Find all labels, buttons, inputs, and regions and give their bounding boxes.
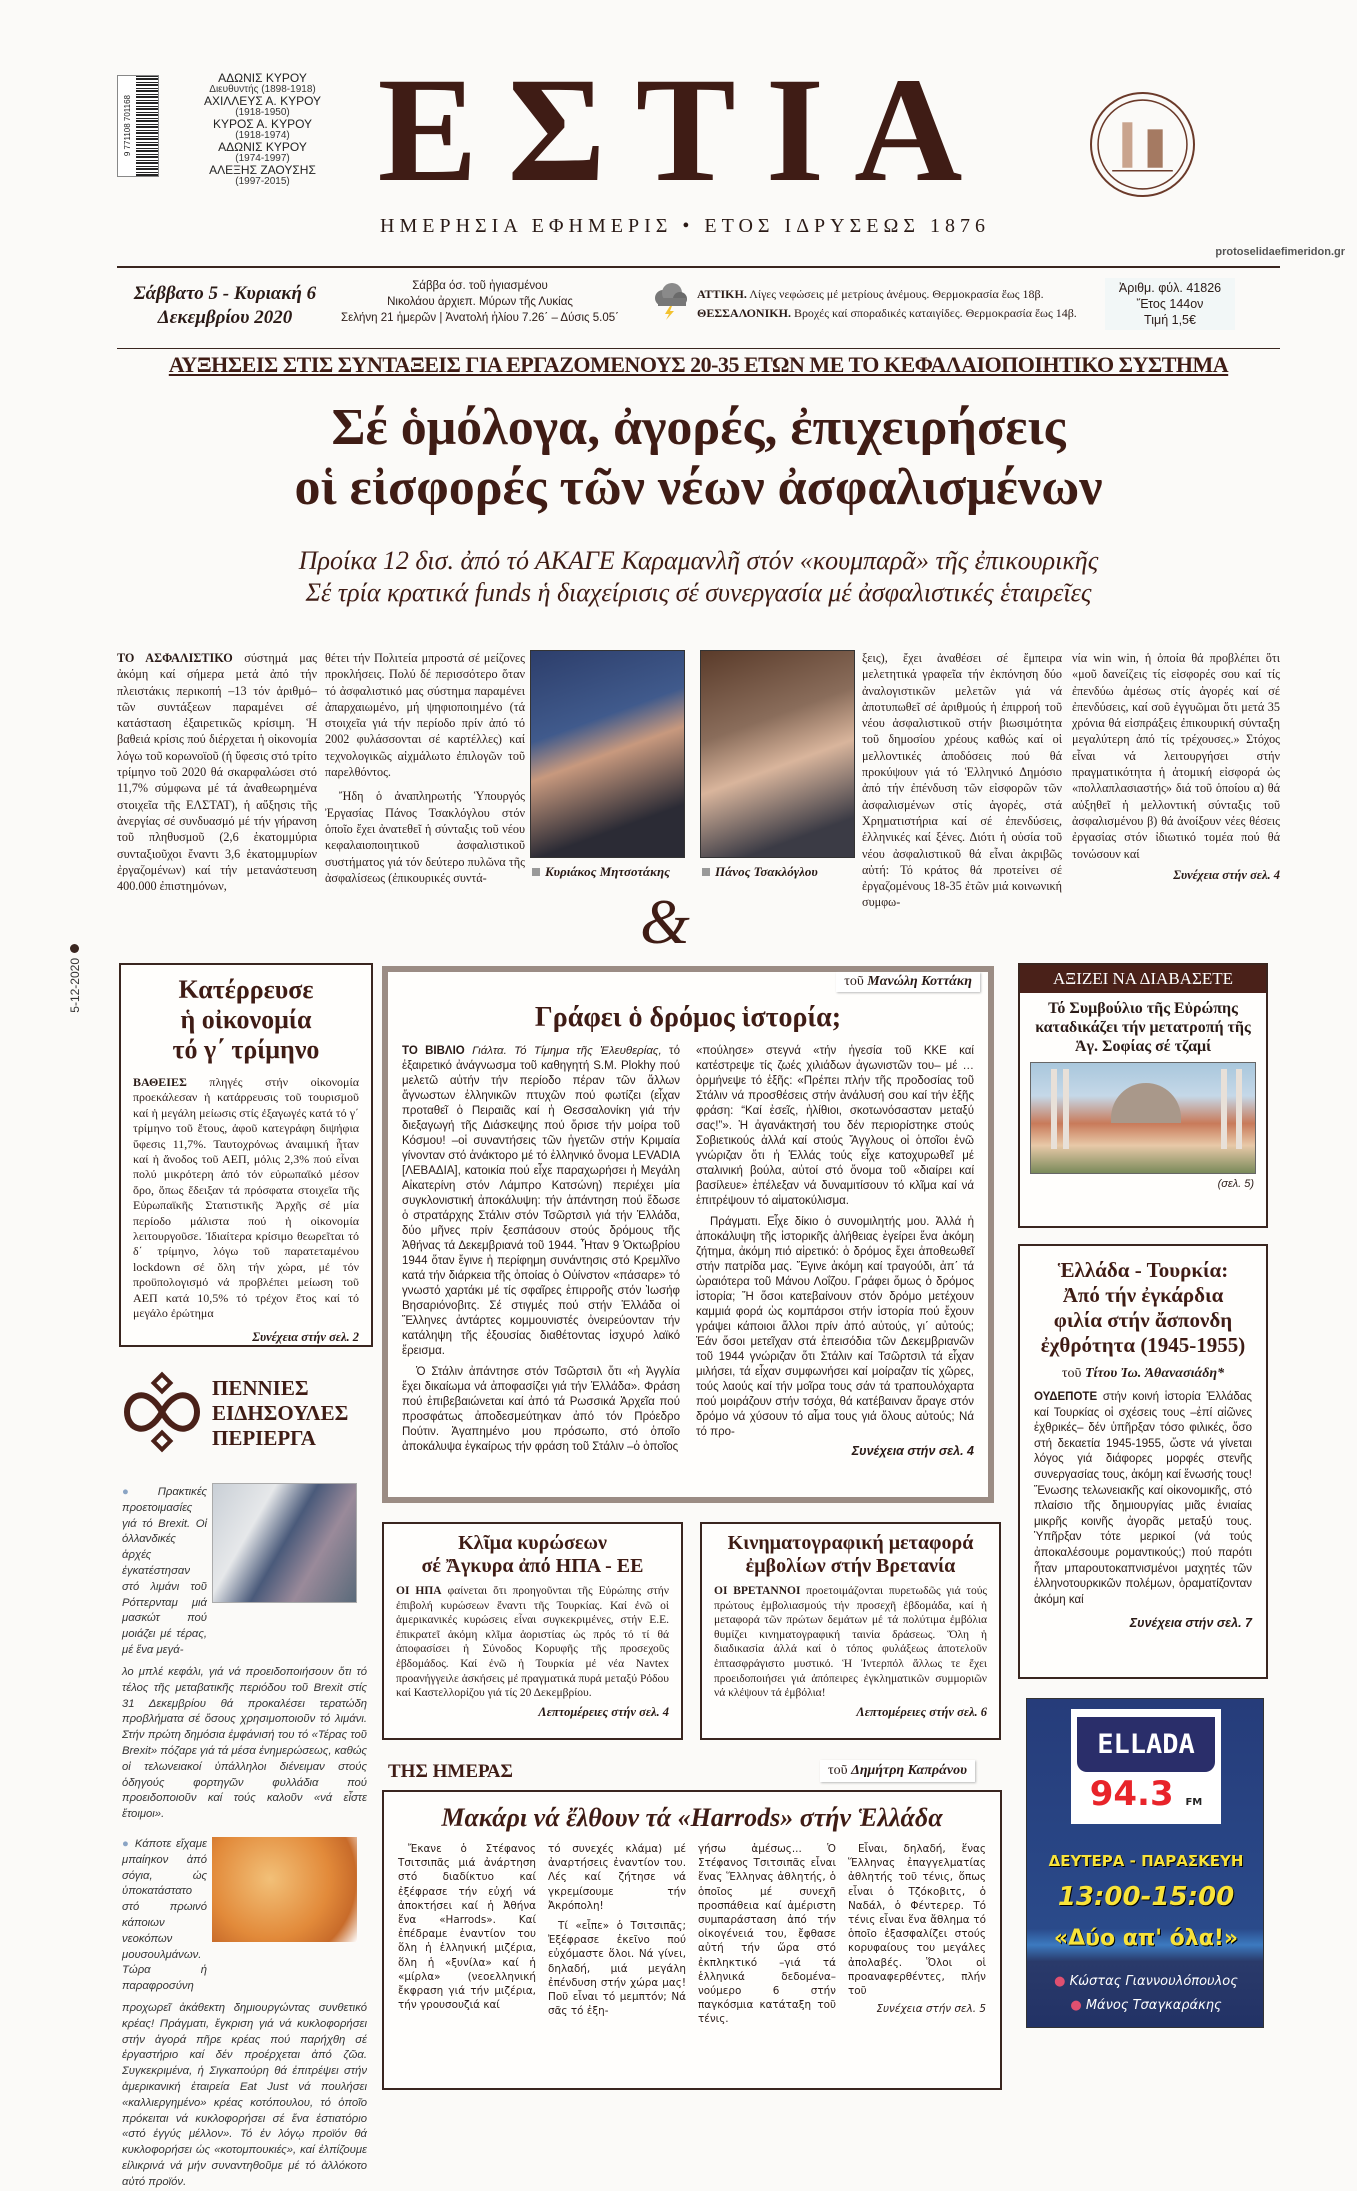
history-article[interactable] [382,966,994,1503]
article-text: στήν κοινή ἱστορία Ἑλλάδας καί Τουρκίας οἱ σχέσεις τους –ἐπί αἰῶνες ἐχθρικές– δέν ὑπῆρξαν τόσο φιλικές, ὅσο στή δεκαετία 1945-1955, ὥστε νά γίνεται λόγος γιά διάφορες μορφές στενῆς συνεργασίας τους, ἀκόμη καί ἕνωσής τους! Ἕνωσης τελωνειακῆς καί οἰκονομικῆς, στό πλαίσιο τῆς δημιουργίας μιᾶς ἑνιαίας μικρῆς κοινῆς ἀγορᾶς μεταξύ τους. Ὑπῆρξαν τότε μερικοί (νά τούς ἀποκαλέσουμε ρομαντικούς;) πού παρότι ἦταν μπαρουτοκαπνισμένοι μαχητές τῶν ἑλληνοτουρκικῶν πολέμων, ὁραματίζονταν ἀκόμη καί [1034,1391,1253,1606]
host [1027,1973,1265,1991]
article-text: Ἔκανε ὁ Στέφανος Τσιτσιπᾶς μιά ἀνάρτηση στό διαδίκτυο καί ἐξέφρασε τήν εὐχή νά ἀποκτήσει καί ἡ Ἀθήνα ἕνα «Harrods». Καί ἐπέδραμε ἐναντίον του ὅλη ἡ ἑλληνική μιζέρια, ὅλη ἡ «ξυνίλα» καί ἡ «μίρλα» (νεοελληνική ἔκφραση γιά τήν μιζέρια, τήν γρουσουζιά καί [398,1843,536,2012]
byline [1034,1366,1252,1382]
barcode [117,75,159,177]
article-title [1034,1258,1252,1358]
issue-date [125,282,325,330]
details-link[interactable]: Λεπτομέρειες στήν σελ. 6 [856,1704,987,1719]
article-text: νία win win, ἡ ὁποία θά προβλέπει ὅτι «μοῦ δανείζεις τίς εἰσφορές σου καί τίς ἐπενδύω ἀμέσως στίς ἀγορές καί σέ ἐπενδύσεις, καί σοῦ ἐγγυῶμαι ὅτι μετά 35 χρόνια θά εἰσπράξεις ἐπικουρική σύνταξη μεγαλύτερη ἀπό τίς τρέχουσες.» Στόχος εἶναι νά λειτουργήσει στήν πραγματικότητα ἡ ἀτομική εἰσφορά ὡς «πολλαπλασιαστής» διά τοῦ ὁποίου α) θά αὐξηθεῖ ἡ μελλοντική σύνταξις τοῦ ἀσφαλισμένου β) θά ἀνοίξουν νέες θέσεις ἐργασίας στόν ἰδιωτικό τομέα πού θά τονώσουν καί [1072,651,1280,861]
newspaper-subtitle: ΗΜΕΡΗΣΙΑ ΕΦΗΜΕΡΙΣ • ΕΤΟΣ ΙΔΡΥΣΕΩΣ 1876 [380,215,990,237]
lead-kicker: ΑΥΞΗΣΕΙΣ ΣΤΙΣ ΣΥΝΤΑΞΕΙΣ ΓΙΑ ΕΡΓΑΖΟΜΕΝΟΥΣ 20-35 ΕΤΩΝ ΜΕ ΤΟ ΚΕΦΑΛΑΙΟΠΟΙΗΤΙΚΟ ΣΥΣΤΗΜΑ [168,352,1229,377]
host-name: Μάνος Τσαγκαράκης [1085,1998,1222,2013]
article-text: σύστημά μας ἀκόμη καί σήμερα μετά ἀπό τήν πλειστάκις περικοπή –13 τόν ἀριθμό– τῶν συντάξεων παραμένει σέ κατάσταση ἐξαιρετικῶς κρίσιμη. Ἡ βαθειά κρίσις πού διέρχεται ἡ οἰκονομία λόγω τοῦ κορωνοϊοῦ (ἡ ὕφεσις στό τρίτο τρίμηνο τοῦ 2020 θά σκαρφαλώσει στό 11,7% σύμφωνα μέ τά ἀναθεωρημένα στοιχεῖα τῆς ΕΛΣΤΑΤ), ἡ αὔξησις τῆς ἀνεργίας σέ συνδυασμό μέ τήν γήρανση τοῦ πληθυσμοῦ (2,6 ἑκατομμύρια συνταξιοῦχοι ἔναντι 3,6 ἑκατομμυρίων ἐργαζομένων) καί τήν μετανάστευση 400.000 ἐπιστημόνων, [117,651,317,894]
founder-years: (1918-1974) [235,130,290,141]
article-text: Ὁ Στάλιν ἀπάντησε στόν Τσῶρτσιλ ὅτι «ἡ Ἀγγλία ἔχει δικαίωμα νά ἀποφασίζει γιά τήν Ἑλλάδα». Φράση πού ἐπιβεβαιώνεται καί ἀπό τά Ρωσσικά Ἀρχεῖα πού προσφάτως ἀποδεσμεύτηκαν ἀπό τόν Πρόεδρο Πούτιν. Ἀγαπημένο μου πρόσωπο, στό ὁποῖο ἀποκάλυψα ἐγκαίρως τήν φράση τοῦ Στάλιν –ὁ ὁποῖος [402,1366,680,1453]
author-name: Δημήτρη Καπράνου [851,1763,967,1778]
brief-item [122,1485,207,1659]
deck-line: Σέ τρία κρατικά funds ἡ διαχείρισις σέ συνεργασία μέ ἀσφαλιστικές ἑταιρεῖες [305,578,1092,607]
article-title [714,1532,987,1578]
dot-icon [70,944,79,953]
economy-article[interactable] [119,963,373,1347]
founder-years: Διευθυντής (1898-1918) [209,84,316,95]
article-text: Εἶναι, δηλαδή, ἕνας Ἕλληνας ἐπαγγελματίας ἀθλητής τοῦ τένις, ὅπως εἶναι ὁ Τζόκοβιτς, ὁ Ναδάλ, ὁ Φέντερερ. Τό τένις εἶναι ἕνα ἄθλημα τό ὁποῖο ἐξασφαλίζει στούς κορυφαίους του μεγάλες ἀπολαβές. Ὅλοι οἱ προαναφερθέντες, πλήν τοῦ [848,1843,986,1998]
byline-prefix: τοῦ [844,974,864,989]
weather-text: Βροχές καί σποραδικές καταιγίδες. Θερμοκρασία ἕως 14β. [793,306,1077,320]
of-the-day-article[interactable] [382,1790,1002,2090]
article-text: προετοιμάζονται πυρετωδῶς γιά τούς πρώτους ἐμβολιασμούς τήν προσεχῆ ἑβδομάδα, καί ἡ μεταφορά τῶν πρώτων δεμάτων μέ τά πολύτιμα ἐμβόλια θυμίζει κινηματογραφική ταινία δράσεως. Ὅλη ἡ διαδικασία ἀλλά καί ὁ τόπος φυλάξεως ἀποτελοῦν ἑπτασφράγιστο μυστικό. Ἡ Ἰντερπόλ ἄλλως τε ἔχει προειδοποιήσει γιά ἀπόπειρες ἐγκληματικῶν συμμοριῶν νά κλέψουν τά ἐμβόλια! [714,1585,987,1700]
title-line: τό γ΄ τρίμηνο [172,1035,320,1064]
photo-tsakloglou [700,650,855,858]
feast-day [330,278,630,326]
article-text: γήσω ἀμέσως... Ὁ Στέφανος Τσιτσιπᾶς εἶναι ἕνας Ἕλληνας ἀθλητής, ὁ ὁποῖος μέ συνεχῆ προσπάθεια καί ἀμέριστη συμπαράσταση ἀπό τήν οἰκογένειά του, ἔφθασε αὐτή τήν ὥρα στό ἐκπληκτικό –γιά τά ἑλληνικά δεδομένα– νούμερο 6 στήν παγκόσμια κατάταξη τοῦ τένις. [698,1843,836,2026]
vaccines-article[interactable] [700,1522,1001,1740]
lead-word: ΤΟ ΒΙΒΛΙΟ [402,1045,465,1057]
lead-word: ΟΥΔΕΠΟΤΕ [1034,1391,1098,1403]
radio-advertisement[interactable] [1026,1698,1264,2028]
issue-year: Ἔτος 144ον [1136,297,1204,311]
photo-caption [702,864,818,880]
article-text: Τί «εἶπε» ὁ Τσιτσιπᾶς; Ἐξέφρασε ἐκεῖνο πού εὐχόμαστε ὅλοι. Νά γίνει, δηλαδή, μιά μεγάλη ἐπένδυση στήν χώρα μας! Ποῦ εἶναι τό μεμπτόν; Νά σᾶς τό ἐξη- [548,1920,686,2018]
weather-region: ΑΤΤΙΚΗ. [697,287,747,301]
article-text: Πράγματι. Εἶχε δίκιο ὁ συνομιλητής μου. Ἀλλά ἡ ἀποκάλυψη τῆς ἱστορικῆς ἀλήθειας ἐγείρει ἕνα ἀκόμη ζήτημα, ἀκόμη πιό αἱρετικό: ὁ δρόμος ἔχει ἀποθεωθεῖ στήν πατρίδα μας. Ἔγινε ἀκόμη καί τραγούδι, ἀπ΄ τά ὡραιότερα τοῦ Μάνου Λοΐζου. Γράφει ὅμως ὁ δρόμος ἱστορία; Ἤ ὅσοι κατεβαίνουν στόν δρόμο μετέχουν καμμιά φορά ὡς κομπάρσοι στήν ἱστορία πού ἔχουν γράψει κάποιοι ἄλλοι πρίν ἀπό αὐτούς, γι΄ αὐτούς; Ἐάν ὅσοι μετεῖχαν στά ἐπεισόδια τῶν Δεκεμβριανῶν τοῦ 1944 γνώριζαν ὅτι Στάλιν καί Τσῶρτσιλ τά εἶχαν μιλήσει, τά εἶχαν συμφωνήσει καί μοίραζαν τίς χῶρες, τούς λαούς καί τήν μοῖρα τους σάν τά τραπουλόχαρτα πού μοιράζουν στήν τσόχα, θά κατέβαιναν ἄραγε στόν δρόμο νά χύσουν τό αἷμα τους γιά ὅλους αὐτούς; Νά τό προ- [696,1216,974,1438]
must-read-box[interactable] [1018,963,1268,1228]
page-reference[interactable]: (σελ. 5) [1217,1178,1254,1190]
newspaper-logo: ΕΣΤΙΑ [377,47,993,213]
sanctions-article[interactable] [382,1522,683,1740]
founders-list [165,72,360,187]
caption-text: Κυριάκος Μητσοτάκης [545,864,670,879]
watermark: protoselidaefimeridon.gr [1215,246,1345,258]
bullet-icon: ● [122,1838,135,1850]
title-line: ΕΙΔΗΣΟΥΛΕΣ [212,1401,349,1425]
lead-word: ΒΑΘΕΙΕΣ [133,1075,187,1089]
hagia-sophia-photo [1030,1062,1256,1174]
show-name: «Δύο απ' όλα!» [1053,1926,1239,1951]
storm-cloud-icon [650,280,690,320]
frequency [1071,1774,1221,1823]
lead-word: ΤΟ ΑΣΦΑΛΙΣΤΙΚΟ [117,651,233,665]
title-line: Κλῖμα κυρώσεων [458,1532,607,1554]
author-name: Μανώλη Κοττάκη [867,974,972,989]
feast-line: Σελήνη 21 ἡμερῶν | Ἀνατολή ἡλίου 7.26΄ – Δύσις 5.05΄ [341,312,619,324]
title-line: ΠΕΝΝΙΕΣ [212,1376,309,1400]
book-title: Γιάλτα. Τό Τίμημα τῆς Ἐλευθερίας, [472,1045,662,1057]
deck-line: Προίκα 12 δισ. ἀπό τό ΑΚΑΓΕ Καραμανλῆ στόν «κουμπαρᾶ» τῆς ἐπικουρικῆς [298,546,1099,575]
title-line: ΠΕΡΙΕΡΓΑ [212,1426,316,1450]
lead-word: ΟΙ ΒΡΕΤΑΝΝΟΙ [714,1585,801,1597]
article-title [133,975,359,1065]
article-title: Μακάρι νά ἔλθουν τά «Harrods» στήν Ἑλλάδα [441,1803,943,1832]
vertical-date: 5-12-2020 [68,958,82,1013]
title-line: ἐμβολίων στήν Βρετανία [745,1555,956,1577]
details-link[interactable]: Λεπτομέρειες στήν σελ. 4 [538,1704,669,1719]
bullet-icon: ● [122,1486,158,1498]
byline [820,1760,975,1782]
continued-link[interactable]: Συνέχεια στήν σελ. 4 [1173,867,1280,882]
title-line: Κινηματογραφική μεταφορά [727,1532,974,1554]
continued-link[interactable]: Συνέχεια στήν σελ. 4 [851,1444,974,1458]
barcode-digits [118,76,136,176]
lead-headline[interactable] [117,398,1280,518]
date-line: Σάββατο 5 - Κυριακή 6 [133,283,317,304]
title-line: Ἀπό τήν ἐγκάρδια [1062,1283,1224,1307]
lead-column [117,650,317,894]
brief-text: Πρακτικές προετοιμασίες γιά τό Brexit. Οἱ ὁλλανδικές ἀρχές ἐγκατέστησαν στό λιμάνι τοῦ Ρόττερνταμ μιά μασκώτ πού μοιάζει μέ τέρας, μέ ἕνα μεγά- [122,1486,207,1656]
brief-text: προχωρεῖ ἀκάθεκτη δημιουργώντας συνθετικό κρέας! Πράγματι, ἔγκριση γιά νά κυκλοφορήσει στήν ἀγορά πῆρε κρέας πού παρήχθη σέ ἐργαστήριο καί δέν προέρχεται ἀπό ζῶα. Συγκεκριμένα, ἡ Σιγκαπούρη θά ἐπιτρέψει στήν ἀμερικανική ἑταιρεία Eat Just νά πουλήσει «καλλιεργημένο» κρέας κοτόπουλου, τό ὁποῖο πρόκειται νά κυκλοφορήσει σέ ἕνα ἑστιατόριο «στό ἐγγύς μέλλον». Τό ἐν λόγῳ προϊόν θά κυκλοφορήσει ὡς «κοτομπουκιές», καί ἐλπίζουμε εἰλικρινά νά μήν συναντηθοῦμε μέ τό ἀλλόκοτο αὐτό προϊόν. [122,2002,367,2188]
weather-forecast [697,285,1097,323]
divider [117,348,1280,349]
bullet-icon: ● [1054,1974,1070,1989]
seal-icon [1090,92,1195,197]
barcode-bars [136,76,158,176]
lead-column [1072,650,1280,883]
lead-word: ΟΙ ΗΠΑ [396,1585,442,1597]
station-name: ELLADA [1077,1717,1215,1772]
continued-link[interactable]: Συνέχεια στήν σελ. 2 [252,1329,359,1344]
column-label: ΤΗΣ ΗΜΕΡΑΣ [388,1761,513,1782]
brief-item [122,1837,207,1995]
founder-name: ΚΥΡΟΣ Α. ΚΥΡΟΥ [212,117,313,131]
headline-line: Σέ ὁμόλογα, ἀγορές, ἐπιχειρήσεις [331,399,1066,456]
article-text: Ἤδη ὁ ἀναπληρωτής Ὑπουργός Ἐργασίας Πάνος Τσακλόγλου στόν ὁποῖο ἔχει ἀνατεθεῖ ἡ σύνταξις τοῦ νέου κεφαλαιοποιητικοῦ ἀσφαλιστικοῦ συστήματος γιά τόν δεύτερο πυλῶνα τῆς ἀσφαλίσεως (ἐπικουρικές συντά- [325,789,525,885]
date-line: Δεκεμβρίου 2020 [157,307,293,328]
title-line: Ἑλλάδα - Τουρκία: [1057,1258,1229,1282]
title-line: φιλία στήν ἄσπονδη [1053,1308,1233,1332]
founder-years: (1997-2015) [235,176,290,187]
article-text: πληγές στήν οἰκονομία προεκάλεσαν ἡ κατάρρευσις τοῦ τουρισμοῦ καί ἡ μεγάλη μείωσις στίς ἐξαγωγές κατά τό γ΄ τρίμηνο τοῦ ἔτους, ἀφοῦ κατεγράφη διψήφια ὕφεσις 11,7%. Ταυτοχρόνως ἀναιμική ἦταν καί ἡ ἄνοδος τοῦ ΑΕΠ, μόλις 2,3% πού εἶναι πολύ μικρότερη ἀπό τόν εὐρωπαϊκό μέσον ὅρο, ὅπως ἔδειξαν τά πρόσφατα στοιχεῖα τῆς Εὐρωπαϊκῆς Στατιστικῆς Ἀρχῆς σέ μία περίοδο μάλιστα πού ἡ οἰκονομία λειτουργοῦσε. Ἰδιαίτερα κρίσιμο θεωρεῖται τό δ΄ τρίμηνο, λόγω τοῦ παρατεταμένου lockdown σέ ὅλη τήν χώρα, μέ τόν προϋπολογισμό νά προβλέπει μείωση τοῦ ΑΕΠ κατά 10,5% τό τρέχον ἔτος καί τό μεγάλο ἐρώτημα [133,1075,359,1321]
feast-line: Νικολάου ἀρχιεπ. Μύρων τῆς Λυκίας [387,296,573,308]
continued-link[interactable]: Συνέχεια στήν σελ. 5 [876,2003,986,2016]
article-text: τό συνεχές κλάμα) μέ ἀναρτήσεις ἐναντίον του. Λές καί ζήτησε νά γκρεμίσουμε τήν Ἀκρόπολη! [548,1843,686,1912]
article-text: φαίνεται ὅτι προηγοῦνται τῆς Εὐρώπης στήν ἐπιβολή κυρώσεων ἔναντι τῆς Τουρκίας. Καί ἐνῶ οἱ ἀμερικανικές κυρώσεις εἶναι συγκεκριμένες, στήν Ε.Ε. ἐπικρατεῖ ἀκόμη κλῖμα ἀοριστίας ὡς πρός τό τί θά ἀποφασίσει ἡ Σύνοδος Κορυφῆς τῆς προσεχοῦς ἑβδομάδος. Καί ἐνῶ ἡ Τουρκία μέ νέα Navtex προανήγγειλε ἀσκήσεις μέ πραγματικά πυρά μεταξύ Ρόδου καί Καστελλορίζου γιά τίς 20 Δεκεμβρίου. [396,1585,670,1700]
ornament-icon [122,1375,202,1450]
briefs-title [212,1376,348,1451]
article-text: τό ἐξαιρετικό ἀνάγνωσμα τοῦ καθηγητή S.M. Plokhy πού μελετῶ αὐτήν τήν περίοδο πέραν τῶν ἄλλων ἄγνωστων ἑλληνικῶν πτυχῶν πού φωτίζει (εἶχαν προταθεῖ ὁ Πειραιᾶς καί ἡ Θεσσαλονίκη γιά τήν διεξαγωγή τῆς Διάσκεψης πού ὅρισε τήν μοίρα τοῦ Κόσμου! –οἱ συναντήσεις τῶν ἡγετῶν στήν Κριμαία γίνονταν στό ἀνάκτορο μέ τό ἑλληνικό ὄνομα LEVADIA [ΛΕΒΑΔΙΑ], κατοικία πού εἶχε παραχωρήσει ἡ Μεγάλη Αἰκατερίνη στόν Λάμπρο Κατσώνη) περιέχει μία συγκλονιστική ἀποκάλυψη: τήν ἀπάντηση πού ἔδωσε ὁ στρατάρχης Στάλιν στόν Τσῶρτσιλ γιά τήν Ἑλλάδα, δύο μῆνες πρίν ξεσπάσουν στούς δρόμους τῆς Ἀθήνας τά Δεκεμβριανά τοῦ 1944. Ἦταν 9 Ὀκτωβρίου 1944 ὅταν ἔγινε ἡ περίφημη συνάντησις στό Κρεμλῖνο κατά τήν διάρκεια τῆς ὁποίας ὁ Οὐίνστον «πάσαρε» τό γνωστό χαρτάκι μέ τίς σφαῖρες ἐπιρροῆς στόν Ἰωσήφ Βησαριόνοβιτς. Σέ στιγμές πού στήν Ἑλλάδα οἱ Ἕλληνες ἀντάρτες κομμουνιστές ὀνειρεύονταν τήν κατάληψη τῆς ἐξουσίας διαθέτοντας ἰσχυρό λαϊκό ἔρεισμα. [402,1045,680,1357]
frequency-value: 94.3 [1089,1774,1174,1814]
continued-link[interactable]: Συνέχεια στήν σελ. 7 [1129,1616,1252,1631]
must-read-title[interactable]: Τό Συμβούλιο τῆς Εὐρώπης καταδικάζει τήν μετατροπή τῆς Ἁγ. Σοφίας σέ τζαμί [1035,1000,1251,1055]
brief-text: λο μπλέ κεφάλι, γιά νά προειδοποιήσουν ὅτι τό τέλος τῆς μεταβατικῆς περιόδου τοῦ Brexit στίς 31 Δεκεμβρίου θά προκαλέσει τερατώδη προβλήματα σέ ὅσους χρησιμοποιοῦν τό λιμάνι. Στήν πρώτη δημόσια ἐμφάνισή του τό «Τέρας τοῦ Brexit» πόζαρε γιά τά μέσα ἐνημερώσεως, καθώς οἱ τελωνειακοί ὑπάλληλοι διένειμαν στούς ὁδηγούς φορτηγῶν φυλλάδια πού προειδοποιοῦν καί τούς καλοῦν «νά εἶστε ἕτοιμοι». [122,1666,367,1821]
brexit-mascot-photo [212,1483,357,1603]
founder-years: (1918-1950) [235,107,290,118]
band-label: FM [1185,1797,1203,1808]
caption-text: Πάνος Τσακλόγλου [715,864,818,879]
issue-price: Τιμή 1,5€ [1144,313,1196,327]
host [1027,1997,1265,2015]
byline-prefix: τοῦ [828,1763,848,1778]
feast-line: Σάββα όσ. τοῦ ἡγιασμένου [412,280,548,292]
founder-years: (1974-1997) [235,153,290,164]
lead-column [325,650,525,886]
article-title: Γράφει ὁ δρόμος ἱστορία; [534,1002,842,1033]
barcode-number: 9 771108 701168 [122,95,132,157]
founder-name: ΑΛΕΞΗΣ ΖΑΟΥΣΗΣ [209,163,316,177]
byline [836,972,980,992]
weather-text: Λίγες νεφώσεις μέ μετρίους ἀνέμους. Θερμοκρασία ἕως 18β. [749,287,1044,301]
divider [117,266,1280,268]
title-line: ἡ οἰκονομία [180,1005,312,1034]
broadcast-hours: 13:00-15:00 [1057,1882,1235,1912]
lead-column [862,650,1062,911]
photo-caption [532,864,670,880]
article-text: «πούλησε» στεγνά «τήν ἡγεσία τοῦ ΚΚΕ καί κατέστρεψε τίς ζωές χιλιάδων ἀγωνιστῶν του– μέ … ὁρμήνεψε τό ἑξῆς: «Πρέπει πλήν τῆς προδοσίας τοῦ Στάλιν νά προσθέσεις στήν ἀνάλυσή σου καί τήν ἑξῆς φράση: “Καί ἐσεῖς, ἠλίθιοι, σκοτωνόσασταν μεταξύ σας!”». Ἡ ἀγανάκτησή του δέν περιορίστηκε στούς Σοβιετικούς ἀλλά καί στούς Ἄγγλους οἱ ὁποῖοι ἐνῶ γνώριζαν ὅτι ἡ Ἑλλάς τούς εἶχε κατοχυρωθεῖ μέ σταλινική βούλα, αὐτοί στό ὄνομα τοῦ «διαίρει καί βασίλευε» ἐπέλεξαν νά δυναμιτίσουν τό κλῖμα καί νά ἐπιτρέψουν τό αἱματοκύλισμα. [696,1045,974,1207]
title-line: ἐχθρότητα (1945-1955) [1040,1333,1246,1357]
lead-deck [117,545,1280,609]
title-line: Κατέρρευσε [178,975,314,1004]
broadcast-days: ΔΕΥΤΕΡΑ - ΠΑΡΑΣΚΕΥΗ [1048,1852,1244,1870]
ampersand-ornament: & [640,886,690,957]
photo-mitsotakis [530,650,685,858]
title-line: σέ Ἄγκυρα ἀπό ΗΠΑ - ΕΕ [421,1555,644,1577]
article-text: ξεις), ἔχει ἀναθέσει σέ ἔμπειρα μελετητικά γραφεῖα τήν ἐκπόνηση δύο ἀναλογιστικῶν μελετῶν γιά νά ἀποτυπωθεῖ σέ ἀριθμούς ἡ ἐπιρροή τοῦ νέου ἀσφαλιστικοῦ στήν βιωσιμότητα τοῦ δημοσίου χρέους καθώς καί οἱ μελλοντικές ἀποδόσεις πού θά προκύψουν γιά τό Ἑλληνικό Δημόσιο ἀπό τήν ἐπένδυση τῶν εἰσφορῶν τῶν ἀσφαλισμένων στίς ἀγορές, στά Χρηματιστήρια καί σέ ἐπενδύσεις, ἑλληνικές καί ξένες. Διότι ἡ οὐσία τοῦ νέου ἀσφαλιστικοῦ θά εἶναι ἀκριβῶς αὐτή: Τό κράτος θά προτείνει σέ ἐργαζομένους 18-35 ἐτῶν μιά κοινωνική συμφω- [862,651,1062,910]
founder-name: ΑΧΙΛΛΕΥΣ Α. ΚΥΡΟΥ [203,94,322,108]
nuggets-photo [212,1837,357,1942]
author-name: Τίτου Ἰω. Ἀθανασιάδη* [1084,1366,1225,1381]
issue-number: Ἀριθμ. φύλ. 41826 [1118,281,1222,295]
headline-line: οἱ εἰσφορές τῶν νέων ἀσφαλισμένων [294,459,1103,516]
brief-text: Κάποτε εἴχαμε μπαίηκον ἀπό σόγια, ὡς ὑποκατάστατο στό πρωινό κάποιων νεοκόπων μουσουλμάνων. Τώρα ἡ παραφροσύνη [122,1838,207,1993]
bullet-icon: ● [1070,1998,1086,2013]
radio-logo [1071,1709,1221,1824]
greece-turkey-article[interactable] [1018,1244,1268,1679]
byline-prefix: τοῦ [1061,1366,1082,1381]
issue-info [1105,278,1235,330]
article-text: θέτει τήν Πολιτεία μπροστά σέ μείζονες προκλήσεις. Πολύ δέ περισσότερο ὅταν τό ἀσφαλιστικό μας σύστημα παραμένει ἀπαρχαιωμένο, μή ψηφιοποιημένο (τά στοιχεῖα γιά τήν περίοδο πρίν ἀπό τό 2002 φυλάσσονται σέ καρτέλλες) καί τεχνολογικῶς αἰχμάλωτο ἐπιλογῶν τοῦ παρελθόντος. [325,651,525,780]
founder-name: ΑΔΩΝΙΣ ΚΥΡΟΥ [218,140,307,154]
must-read-header: ΑΞΙΖΕΙ ΝΑ ΔΙΑΒΑΣΕΤΕ [1020,965,1266,993]
founder-name: ΑΔΩΝΙΣ ΚΥΡΟΥ [218,71,307,85]
host-name: Κώστας Γιαννουλόπουλος [1069,1974,1238,1989]
weather-region: ΘΕΣΣΑΛΟΝΙΚΗ. [697,306,791,320]
article-title [396,1532,669,1578]
